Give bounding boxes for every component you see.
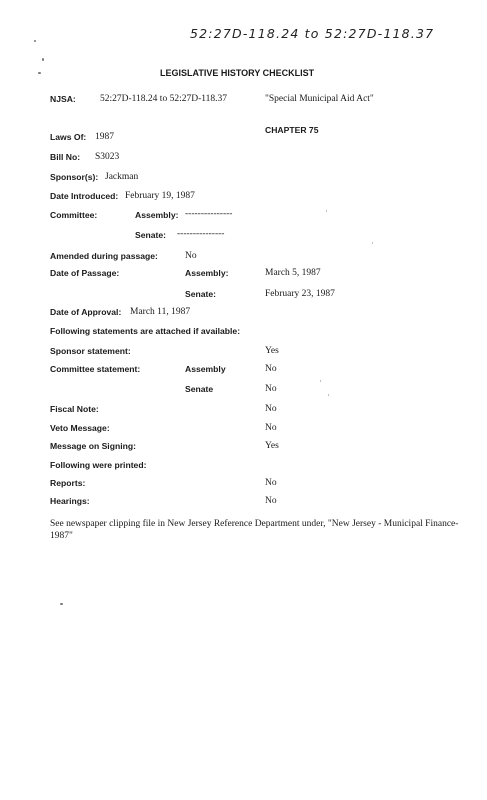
committee-assembly-value: --------------- xyxy=(185,209,233,219)
committee-statement-senate-label: Senate xyxy=(185,384,214,394)
scan-speck xyxy=(328,394,329,396)
committee-statement-label: Committee statement: xyxy=(50,364,141,374)
date-introduced-label: Date Introduced: xyxy=(50,191,119,201)
scan-speck xyxy=(42,58,44,61)
scan-speck xyxy=(320,380,321,382)
veto-message-value: No xyxy=(265,423,277,433)
committee-statement-senate-value: No xyxy=(265,384,277,394)
attached-header: Following statements are attached if available: xyxy=(50,326,241,336)
njsa-value: 52:27D-118.24 to 52:27D-118.37 xyxy=(100,94,228,104)
scan-speck xyxy=(60,603,63,605)
scan-speck xyxy=(34,40,36,42)
approval-label: Date of Approval: xyxy=(50,307,122,317)
committee-label: Committee: xyxy=(50,210,98,220)
reports-label: Reports: xyxy=(50,478,86,488)
committee-senate-label: Senate: xyxy=(135,230,167,240)
message-on-signing-value: Yes xyxy=(265,441,279,451)
bill-no-label: Bill No: xyxy=(50,152,81,162)
laws-of-value: 1987 xyxy=(95,132,114,142)
passage-assembly-label: Assembly: xyxy=(185,268,229,278)
footnote: See newspaper clipping file in New Jersey Reference Department under, "New Jersey - Municipal Finance- 1987" xyxy=(50,519,459,541)
reports-value: No xyxy=(265,478,277,488)
committee-statement-assembly-value: No xyxy=(265,364,277,374)
committee-statement-assembly-label: Assembly xyxy=(185,364,226,374)
sponsor-statement-label: Sponsor statement: xyxy=(50,346,131,356)
committee-assembly-label: Assembly: xyxy=(135,210,179,220)
passage-senate-label: Senate: xyxy=(185,289,217,299)
date-introduced-value: February 19, 1987 xyxy=(125,191,195,201)
fiscal-note-value: No xyxy=(265,404,277,414)
act-name: "Special Municipal Aid Act" xyxy=(265,94,374,104)
message-on-signing-label: Message on Signing: xyxy=(50,441,136,451)
bill-no-value: S3023 xyxy=(95,152,120,162)
passage-assembly-value: March 5, 1987 xyxy=(265,268,321,278)
veto-message-label: Veto Message: xyxy=(50,423,110,433)
sponsors-label: Sponsor(s): xyxy=(50,172,99,182)
scan-speck xyxy=(372,242,373,244)
sponsor-statement-value: Yes xyxy=(265,346,279,356)
chapter: CHAPTER 75 xyxy=(265,125,319,135)
njsa-label: NJSA: xyxy=(50,94,76,104)
passage-label: Date of Passage: xyxy=(50,268,120,278)
fiscal-note-label: Fiscal Note: xyxy=(50,404,99,414)
laws-of-label: Laws Of: xyxy=(50,132,87,142)
committee-senate-value: --------------- xyxy=(177,229,225,239)
passage-senate-value: February 23, 1987 xyxy=(265,289,335,299)
hearings-value: No xyxy=(265,496,277,506)
scan-speck xyxy=(38,72,41,74)
approval-value: March 11, 1987 xyxy=(130,307,191,317)
scan-speck xyxy=(326,210,327,212)
amended-value: No xyxy=(185,251,197,261)
page-title: LEGISLATIVE HISTORY CHECKLIST xyxy=(160,68,315,78)
handwritten-note: 52:27D-118.24 to 52:27D-118.37 xyxy=(190,26,435,41)
hearings-label: Hearings: xyxy=(50,496,90,506)
sponsors-value: Jackman xyxy=(105,172,139,182)
amended-label: Amended during passage: xyxy=(50,251,158,261)
printed-header: Following were printed: xyxy=(50,460,147,470)
